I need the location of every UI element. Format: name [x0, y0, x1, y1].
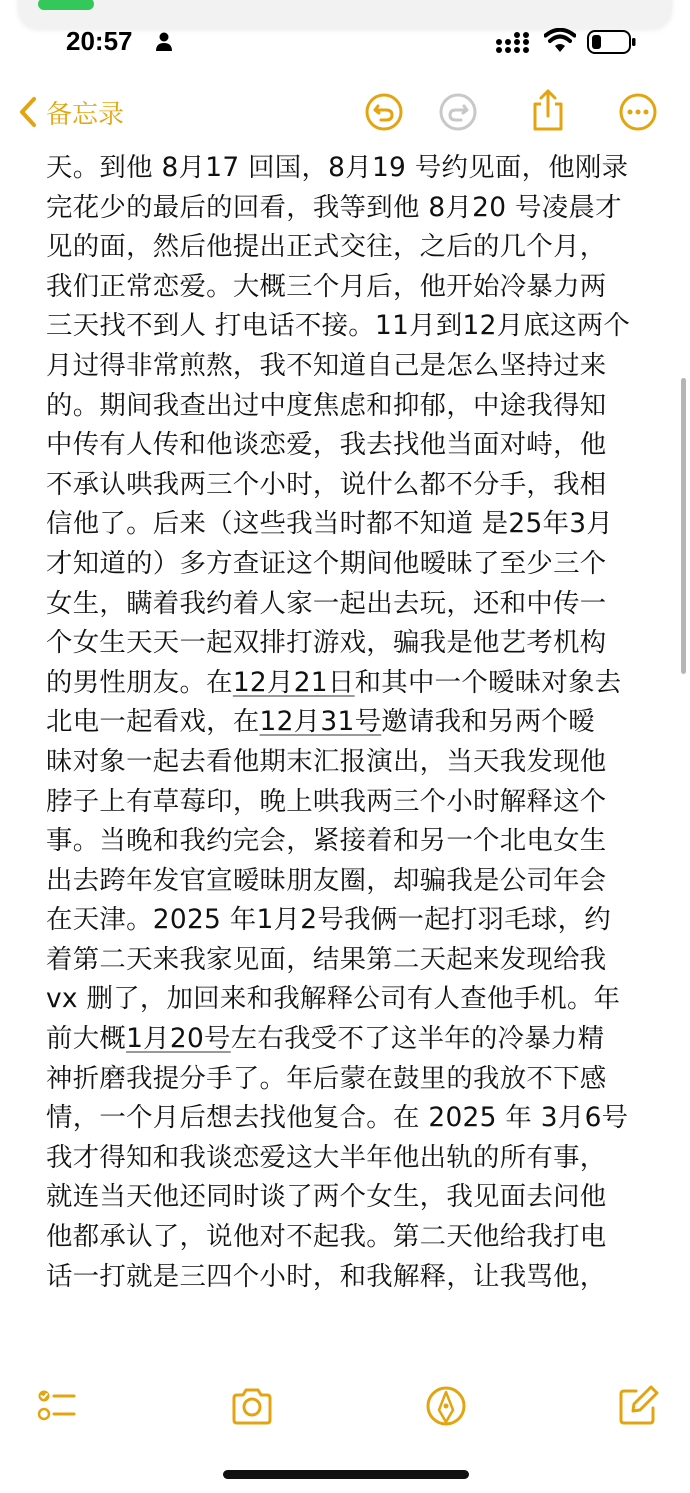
- camera-icon[interactable]: [230, 1384, 274, 1428]
- note-line: 我们正常恋爱。大概三个月后，他开始冷暴力两: [46, 270, 607, 302]
- note-line: 月过得非常煎熬，我不知道自己是怎么坚持过来: [46, 349, 607, 381]
- note-line: 我才得知和我谈恋爱这大半年他出轨的所有事，: [46, 1141, 607, 1173]
- note-line: vx 删了，加回来和我解释公司有人查他手机。年: [46, 983, 621, 1015]
- share-icon[interactable]: [528, 88, 568, 132]
- note-line: 的。期间我查出过中度焦虑和抑郁，中途我得知: [46, 389, 607, 421]
- note-line: [46, 663, 646, 703]
- note-line: 就连当天他还同时谈了两个女生，我见面去问他: [46, 1181, 607, 1213]
- note-line: 个女生天天一起双排打游戏，骗我是他艺考机构: [46, 627, 607, 659]
- note-text: 和其中一个暧昧对象去: [354, 666, 622, 698]
- back-label: 备忘录: [46, 99, 125, 130]
- date-link[interactable]: 12月21日: [232, 666, 355, 698]
- note-text: 北电一起看戏，在: [46, 706, 260, 738]
- note-line: 着第二天来我家见面，结果第二天起来发现给我: [46, 943, 607, 975]
- note-line: 话一打就是三四个小时，和我解释，让我骂他，: [46, 1260, 607, 1292]
- signal-icon: [496, 32, 530, 54]
- note-text: 左右我受不了这半年的冷暴力精: [230, 1023, 605, 1055]
- note-line: [46, 702, 646, 742]
- bottom-toolbar: [0, 1376, 690, 1436]
- status-bar: [0, 22, 690, 62]
- note-line: 出去跨年发官宣暧昧朋友圈，却骗我是公司年会: [46, 864, 607, 896]
- note-line: 在天津。2025 年1月2号我俩一起打羽毛球，约: [46, 904, 611, 936]
- note-line: [46, 1019, 646, 1059]
- compose-icon[interactable]: [616, 1384, 660, 1428]
- note-line: 脖子上有草莓印，晚上哄我两三个小时解释这个: [46, 785, 607, 817]
- more-icon[interactable]: [618, 92, 658, 132]
- note-line: 信他了。后来（这些我当时都不知道 是25年3月: [46, 508, 614, 540]
- note-line: 他都承认了，说他对不起我。第二天他给我打电: [46, 1221, 607, 1253]
- note-line: 事。当晚和我约完会，紧接着和另一个北电女生: [46, 825, 607, 857]
- app-icon: [38, 0, 94, 10]
- note-line: 神折磨我提分手了。年后蒙在鼓里的我放不下感: [46, 1062, 607, 1094]
- note-line: 不承认哄我两三个小时，说什么都不分手，我相: [46, 468, 607, 500]
- chevron-left-icon: [18, 96, 38, 128]
- note-text: 邀请我和另两个暧: [381, 706, 595, 738]
- battery-icon: [587, 30, 637, 54]
- date-link[interactable]: 1月20号: [126, 1023, 231, 1055]
- scroll-indicator[interactable]: [681, 378, 686, 674]
- back-button[interactable]: [18, 92, 124, 132]
- nav-bar: [0, 88, 690, 136]
- undo-icon[interactable]: [364, 92, 404, 132]
- note-line: 见的面，然后他提出正式交往，之后的几个月，: [46, 231, 607, 263]
- note-text: 的男性朋友。在: [46, 666, 233, 698]
- person-icon: [156, 32, 172, 52]
- date-link[interactable]: 12月31号: [259, 706, 382, 738]
- note-line: 昧对象一起去看他期末汇报演出，当天我发现他: [46, 745, 607, 777]
- note-line: 女生，瞒着我约着人家一起出去玩，还和中传一: [46, 587, 607, 619]
- wifi-icon: [544, 28, 576, 54]
- home-indicator[interactable]: [223, 1470, 469, 1479]
- status-time: 20:57: [66, 26, 133, 56]
- note-body[interactable]: [46, 148, 646, 1296]
- markup-icon[interactable]: [424, 1384, 468, 1428]
- note-line: 情，一个月后想去找他复合。在 2025 年 3月6号: [46, 1102, 629, 1134]
- note-line: 完花少的最后的回看，我等到他 8月20 号凌晨才: [46, 191, 622, 223]
- checklist-icon[interactable]: [34, 1384, 78, 1428]
- note-line: 才知道的）多方查证这个期间他暧昧了至少三个: [46, 547, 607, 579]
- note-text: 前大概: [46, 1023, 127, 1055]
- redo-icon[interactable]: [438, 92, 478, 132]
- note-line: 三天找不到人 打电话不接。11月到12月底这两个: [46, 310, 631, 342]
- note-line: 天。到他 8月17 回国，8月19 号约见面，他刚录: [46, 152, 629, 183]
- note-line: 中传有人传和他谈恋爱，我去找他当面对峙，他: [46, 429, 607, 461]
